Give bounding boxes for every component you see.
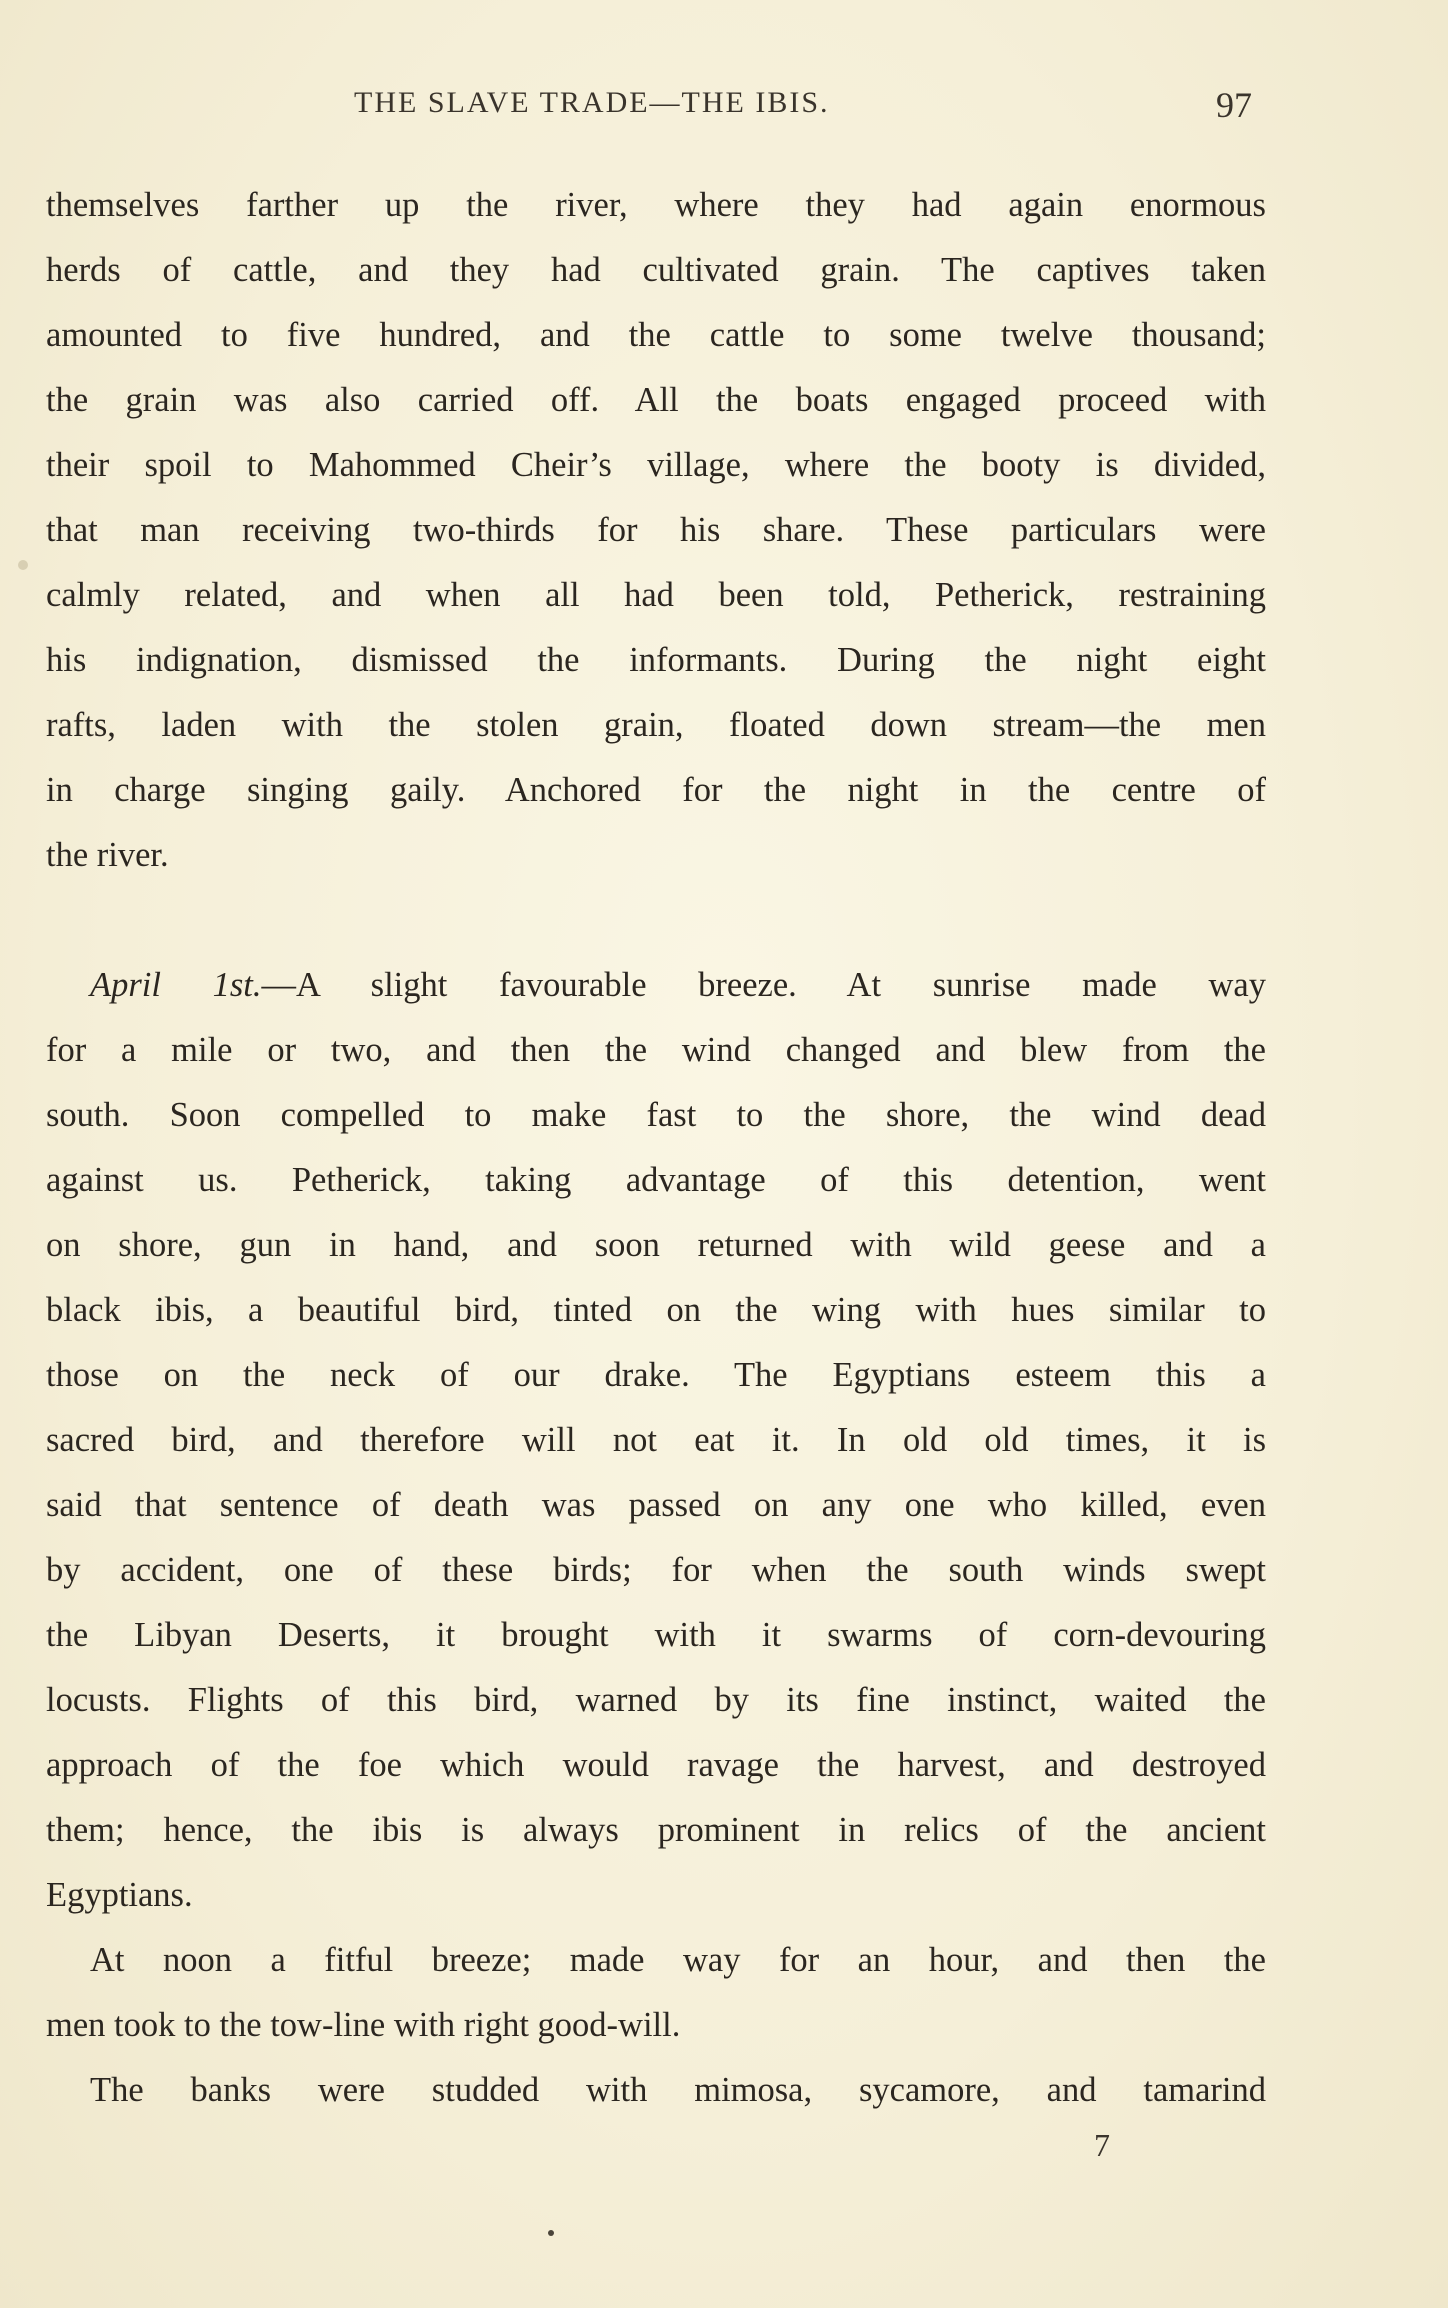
text-line: their spoil to Mahommed Cheir’s village, where the booty is divided, [46, 446, 1266, 484]
text-line: for a mile or two, and then the wind changed and blew from the [46, 1031, 1266, 1069]
text-line: on shore, gun in hand, and soon returned with wild geese and a [46, 1226, 1266, 1264]
text-line: by accident, one of these birds; for when the south winds swept [46, 1551, 1266, 1589]
paragraph-gap [46, 888, 1266, 953]
text-line: his indignation, dismissed the informants. During the night eight [46, 641, 1266, 679]
text-line: themselves farther up the river, where they had again enormous [46, 186, 1266, 224]
text-line: black ibis, a beautiful bird, tinted on the wing with hues similar to [46, 1291, 1266, 1329]
ink-speck [18, 560, 28, 570]
text-line: in charge singing gaily. Anchored for the night in the centre of [46, 771, 1266, 809]
text-line: men took to the tow-line with right good-will. [46, 2006, 681, 2044]
text-line: At noon a fitful breeze; made way for an hour, and then the [90, 1941, 1266, 1979]
text-line: those on the neck of our drake. The Egyptians esteem this a [46, 1356, 1266, 1394]
text-line: said that sentence of death was passed on any one who killed, even [46, 1486, 1266, 1524]
text-line: that man receiving two-thirds for his share. These particulars were [46, 511, 1266, 549]
text-line: locusts. Flights of this bird, warned by its fine instinct, waited the [46, 1681, 1266, 1719]
text-line: rafts, laden with the stolen grain, floated down stream—the men [46, 706, 1266, 744]
text-line: south. Soon compelled to make fast to the shore, the wind dead [46, 1096, 1266, 1134]
signature-mark: 7 [1094, 2127, 1110, 2163]
text-line: amounted to five hundred, and the cattle to some twelve thousand; [46, 316, 1266, 354]
text-line: Egyptians. [46, 1876, 193, 1914]
body-text [46, 173, 1266, 2123]
text-line: against us. Petherick, taking advantage of this detention, went [46, 1161, 1266, 1199]
running-title: THE SLAVE TRADE—THE IBIS. [354, 86, 830, 119]
text-line: them; hence, the ibis is always prominent in relics of the ancient [46, 1811, 1266, 1849]
date-heading: April 1st. [90, 966, 262, 1004]
text-line: the river. [46, 836, 169, 874]
text-line-rest: —A slight favourable breeze. At sunrise made way [261, 966, 1266, 1004]
text-line: calmly related, and when all had been told, Petherick, restraining [46, 576, 1266, 614]
ink-speck [548, 2230, 554, 2236]
page-number: 97 [1216, 85, 1252, 125]
text-line: the grain was also carried off. All the boats engaged proceed with [46, 381, 1266, 419]
text-line: herds of cattle, and they had cultivated grain. The captives taken [46, 251, 1266, 289]
text-line [46, 953, 1266, 1018]
text-line: sacred bird, and therefore will not eat it. In old old times, it is [46, 1421, 1266, 1459]
text-line: The banks were studded with mimosa, sycamore, and tamarind [90, 2071, 1266, 2109]
text-line: approach of the foe which would ravage the harvest, and destroyed [46, 1746, 1266, 1784]
running-head [0, 86, 1448, 130]
text-line: the Libyan Deserts, it brought with it swarms of corn-devouring [46, 1616, 1266, 1654]
